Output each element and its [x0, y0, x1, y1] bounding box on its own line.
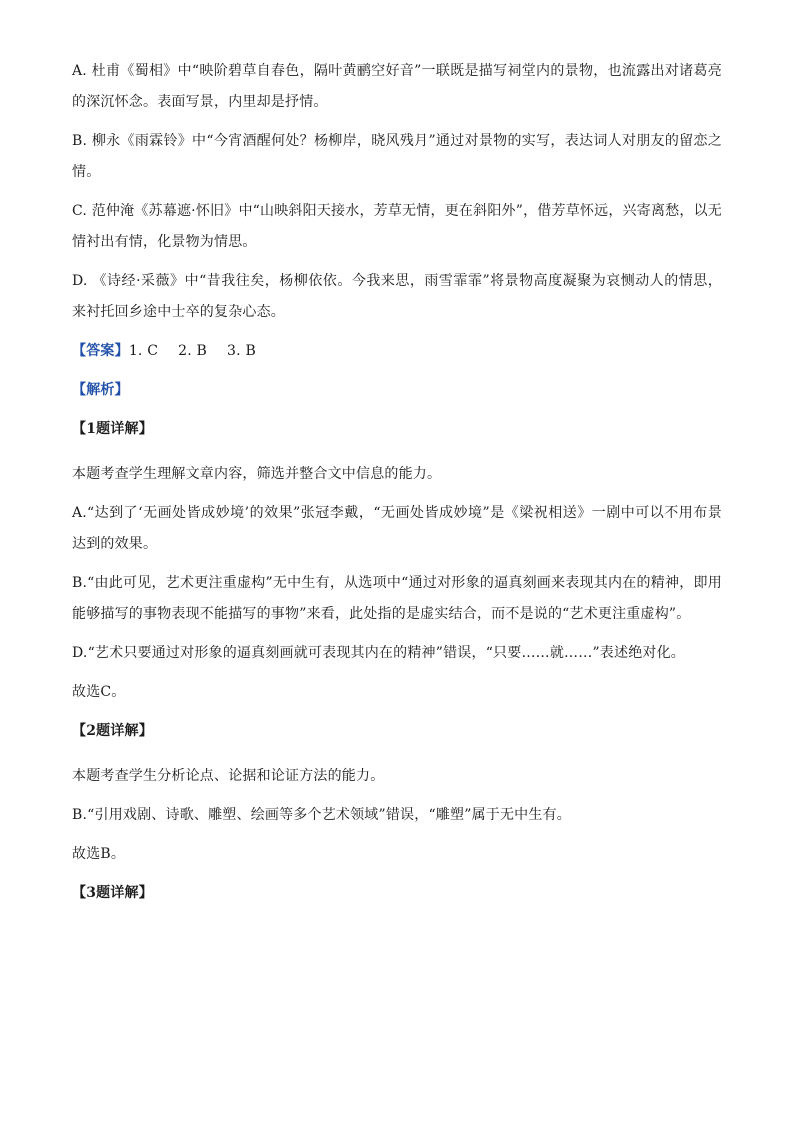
answer-tag: 【答案】 — [72, 343, 129, 359]
option-a: A. 杜甫《蜀相》中“映阶碧草自春色，隔叶黄鹂空好音”一联既是描写祠堂内的景物，也流露出对诸葛亮的深沉怀念。表面写景，内里却是抒情。 — [72, 63, 722, 110]
answer-item-2: 2. B — [178, 343, 208, 359]
option-c: C. 范仲淹《苏幕遮·怀旧》中“山映斜阳天接水，芳草无情，更在斜阳外”，借芳草怀远，兴寄离愁，以无情衬出有情，化景物为情思。 — [72, 203, 722, 250]
q3-heading: 【3题详解】 — [72, 885, 153, 901]
analysis-line — [72, 375, 722, 406]
q1-option-b: B.“由此可见，艺术更注重虚构”无中生有，从选项中“通过对形象的逼真刻画来表现其内在的精神，即用能够描写的事物表现不能描写的事物”来看，此处指的是虚实结合，而不是说的“艺术更注重虚构”。 — [72, 575, 722, 622]
analysis-tag: 【解析】 — [72, 382, 129, 398]
q2-option-b: B.“引用戏剧、诗歌、雕塑、绘画等多个艺术领域”错误，“雕塑”属于无中生有。 — [72, 807, 571, 823]
document-page — [72, 56, 722, 923]
q2-conclusion: 故选B。 — [72, 846, 126, 862]
answer-item-1: 1. C — [128, 343, 159, 359]
q2-heading: 【2题详解】 — [72, 723, 153, 739]
q1-intro: 本题考查学生理解文章内容，筛选并整合文中信息的能力。 — [72, 466, 442, 482]
answer-line — [72, 336, 722, 367]
answer-item-3: 3. B — [227, 343, 256, 359]
q1-option-d: D.“艺术只要通过对形象的逼真刻画就可表现其内在的精神”错误，“只要……就……”表述绝对化。 — [72, 645, 686, 661]
option-d: D. 《诗经·采薇》中“昔我往矣，杨柳依依。今我来思，雨雪霏霏”将景物高度凝聚为哀恻动人的情思，来衬托回乡途中士卒的复杂心态。 — [72, 273, 722, 320]
q1-conclusion: 故选C。 — [72, 684, 126, 700]
q2-intro: 本题考查学生分析论点、论据和论证方法的能力。 — [72, 768, 385, 784]
option-b: B. 柳永《雨霖铃》中“今宵酒醒何处？杨柳岸，晓风残月”通过对景物的实写，表达词人对朋友的留恋之情。 — [72, 133, 722, 180]
q1-heading: 【1题详解】 — [72, 421, 153, 437]
q1-option-a: A.“达到了‘无画处皆成妙境’的效果”张冠李戴，“无画处皆成妙境”是《梁祝相送》一剧中可以不用布景达到的效果。 — [72, 505, 722, 552]
